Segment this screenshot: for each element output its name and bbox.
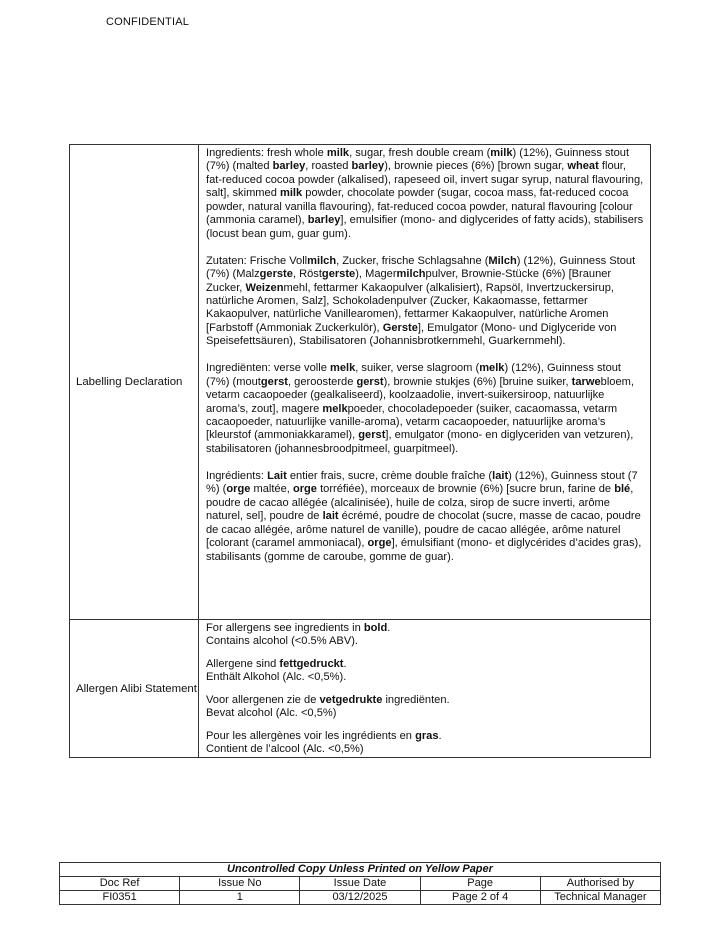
allergen-emphasis: milch — [396, 268, 426, 281]
allergen-emphasis: melk — [322, 402, 348, 415]
labelling-label: Labelling Declaration — [70, 145, 199, 619]
document-control-footer — [59, 862, 661, 905]
ingredients-nl: Ingrediënten: verse volle melk, suiker, verse slagroom (melk) (12%), Guinness stout (7%) (moutgerst, geroosterde gerst), brownie stukjes (6%) [bruine suiker, tarwebloem, vetarm cacaopoeder (gealkaliseerd), koolzaadolie, invert-suikersiroop, natuurlijke aroma’s, zout], magere melkpoeder, chocoladepoeder (suiker, cacaomassa, vetarm cacaopoeder, natuurlijke vanille-aroma), vetarm cacaopoeder, natuurlijke aroma’s [kleurstof (ammoniakkaramel), gerst], emulgator (mono- en diglyceriden van vetzuren), stabilisatoren (johannesbroodpitmeel, guarpitmeel). — [206, 362, 634, 455]
allergen-en-line2: Contains alcohol (<0.5% ABV). — [206, 635, 359, 648]
allergen-emphasis: gerste — [259, 268, 293, 281]
allergen-emphasis: barley — [351, 160, 385, 173]
allergen-emphasis: bold — [363, 622, 388, 634]
allergen-nl-line1: Voor allergenen zie de vetgedrukte ingrediënten. — [206, 693, 450, 706]
allergen-emphasis: milk — [326, 147, 350, 159]
footer-issue-no: 1 — [180, 891, 300, 905]
allergen-emphasis: wheat — [567, 160, 599, 173]
allergen-fr-line2: Contient de l’alcool (Alc. <0,5%) — [206, 743, 364, 756]
ingredients-de: Zutaten: Frische Vollmilch, Zucker, frische Schlagsahne (Milch) (12%), Guinness Stout (7%) (Malzgerste, Röstgerste), Magermilchpulver, Brownie-Stücke (6%) [Brauner Zucker, Weizenmehl, fettarmer Kakaopulver (alkalisiert), Rapsöl, Invertzuckersirup, natürliche Aromen, Salz], Schokoladenpulver (Zucker, Kakaomasse, fettarmer Kakaopulver, natürliche Vanillearomen), fettarmer Kakaopulver, natürliche Aromen [Farbstoff (Ammoniak Zuckerkulör), Gerste], Emulgator (Mono- und Diglyceride von Speisefettsäuren), Stabilisatoren (Johannisbrotkernmehl, Guarkernmehl). — [206, 254, 636, 348]
allergen-emphasis: gerst — [260, 375, 289, 388]
allergen-emphasis: blé — [614, 483, 631, 496]
footer-header-row — [60, 877, 661, 891]
allergen-emphasis: orge — [292, 483, 317, 496]
allergen-nl — [206, 694, 644, 721]
allergen-row — [70, 620, 650, 757]
allergen-emphasis: gerst — [358, 429, 386, 442]
allergen-nl-line2: Bevat alcohol (Alc. <0,5%) — [206, 707, 337, 720]
allergen-emphasis: gerst — [356, 375, 384, 388]
allergen-de-line1: Allergene sind fettgedruckt. — [206, 657, 347, 670]
footer-value-row — [60, 891, 661, 905]
footer-header-issue-date: Issue Date — [300, 877, 420, 891]
footer-header-issue-no: Issue No — [180, 877, 300, 891]
footer-header-authorised-by: Authorised by — [540, 877, 660, 891]
allergen-emphasis: tarwe — [571, 375, 601, 388]
allergen-emphasis: milch — [307, 254, 337, 267]
footer-authorised-by: Technical Manager — [540, 891, 660, 905]
allergen-emphasis: milk — [490, 147, 513, 159]
allergen-emphasis: gerste — [321, 268, 356, 281]
allergen-label: Allergen Alibi Statement — [70, 620, 199, 757]
allergen-emphasis: melk — [479, 362, 505, 375]
specification-table — [69, 144, 651, 758]
allergen-emphasis: barley — [272, 160, 306, 173]
allergen-content — [199, 620, 650, 757]
uncontrolled-copy-banner: Uncontrolled Copy Unless Printed on Yellow Paper — [60, 863, 661, 877]
allergen-en-line1: For allergens see ingredients in bold. — [206, 622, 391, 634]
labelling-content — [199, 145, 650, 619]
footer-header-doc-ref: Doc Ref — [60, 877, 180, 891]
allergen-emphasis: Gerste — [382, 321, 418, 334]
allergen-fr — [206, 730, 644, 757]
allergen-en — [206, 622, 644, 649]
footer-issue-date: 03/12/2025 — [300, 891, 420, 905]
ingredients-fr: Ingrédients: Lait entier frais, sucre, crème double fraîche (lait) (12%), Guinness stout (7 %) (orge maltée, orge torréfiée), morceaux de brownie (6%) [sucre brun, farine de blé, poudre de cacao allégée (alcalinisée), huile de colza, sirop de sucre inverti, arôme naturel, sel], poudre de lait écrémé, poudre de chocolat (sucre, masse de cacao, poudre de cacao allégée, arôme naturel de vanille), poudre de cacao allégée, arôme naturel [colorant (caramel ammoniacal), orge], émulsifiant (mono- et diglycérides d’acides gras), stabilisants (gomme de caroube, gomme de guar). — [206, 469, 642, 563]
ingredients-en: Ingredients: fresh whole milk, sugar, fresh double cream (milk) (12%), Guinness stout (7%) (malted barley, roasted barley), brownie pieces (6%) [brown sugar, wheat flour, fat-reduced cocoa powder (alkalised), rapeseed oil, invert sugar syrup, natural flavouring, salt], skimmed milk powder, chocolate powder (sugar, cocoa mass, fat-reduced cocoa powder, natural vanilla flavouring), fat-reduced cocoa powder, natural flavouring [colour (ammonia caramel), barley], emulsifier (mono- and diglycerides of fatty acids), stabilisers (locust bean gum, guar gum). — [206, 147, 644, 240]
allergen-emphasis: lait — [492, 469, 509, 482]
allergen-emphasis: Lait — [267, 469, 287, 482]
labelling-row — [70, 145, 650, 620]
allergen-emphasis: Weizen — [245, 281, 284, 294]
confidential-header: CONFIDENTIAL — [106, 16, 190, 28]
allergen-emphasis: Milch — [488, 254, 517, 267]
allergen-emphasis: gras — [415, 729, 439, 742]
footer-doc-ref: FI0351 — [60, 891, 180, 905]
allergen-emphasis: fettgedruckt — [279, 657, 344, 670]
allergen-emphasis: orge — [226, 483, 251, 496]
footer-header-page: Page — [420, 877, 540, 891]
allergen-emphasis: vetgedrukte — [319, 693, 383, 706]
allergen-de-line2: Enthält Alkohol (Alc. <0,5%). — [206, 671, 347, 684]
allergen-emphasis: milk — [279, 187, 303, 200]
allergen-emphasis: barley — [307, 214, 341, 227]
allergen-fr-line1: Pour les allergènes voir les ingrédients en gras. — [206, 729, 442, 742]
allergen-emphasis: melk — [329, 362, 356, 375]
allergen-emphasis: orge — [367, 537, 392, 550]
footer-page: Page 2 of 4 — [420, 891, 540, 905]
allergen-de — [206, 658, 644, 685]
allergen-emphasis: lait — [322, 510, 339, 523]
